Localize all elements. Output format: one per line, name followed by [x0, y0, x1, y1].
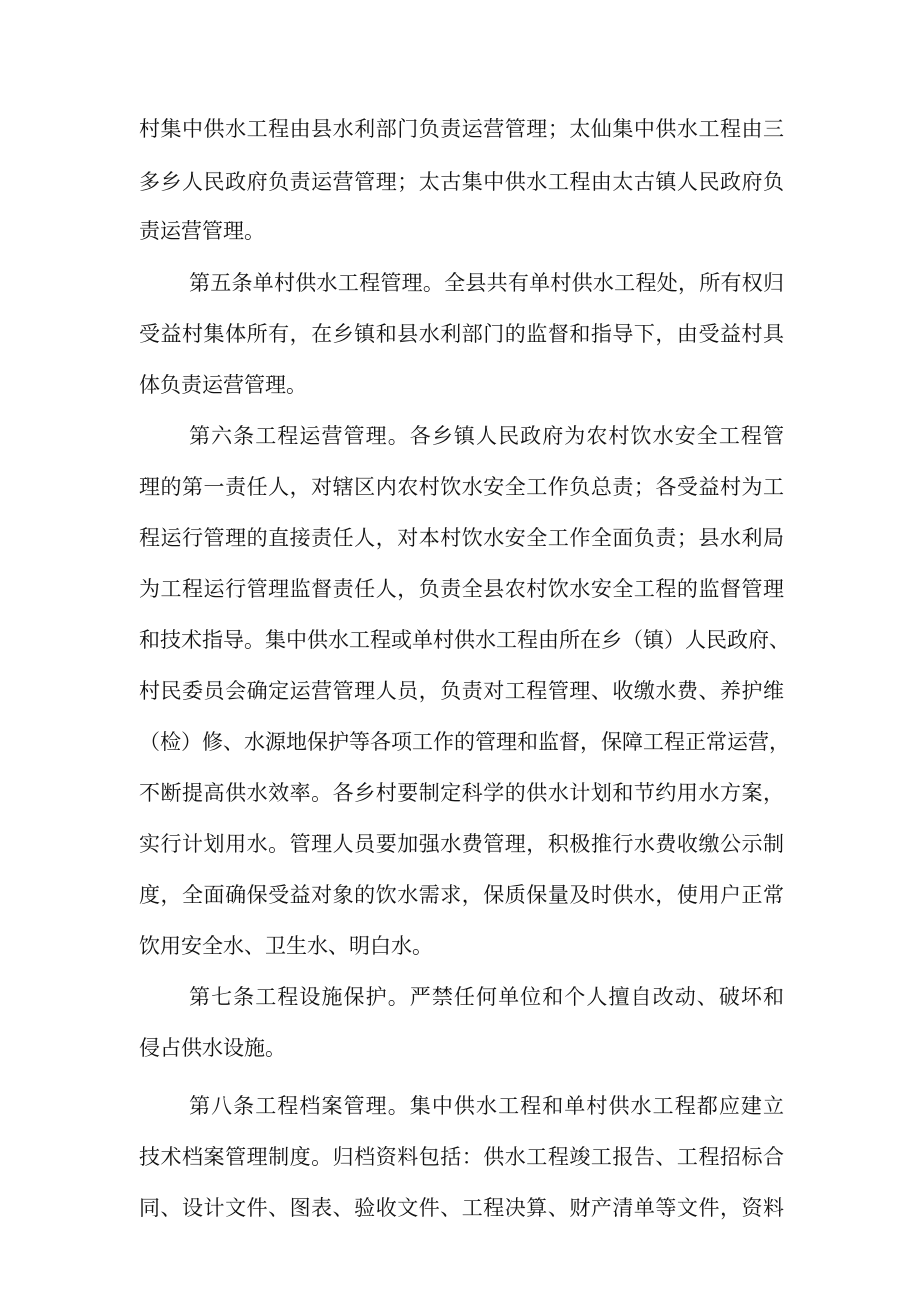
text-line: 侵占供水设施。	[139, 1036, 286, 1060]
text-line: 实行计划用水。管理人员要加强水费管理，积极推行水费收缴公示制	[139, 832, 784, 856]
text-line: 饮用安全水、卫生水、明白水。	[139, 934, 433, 958]
text-line: 第五条单村供水工程管理。全县共有单村供水工程处，所有权归	[189, 271, 784, 295]
text-line: 为工程运行管理监督责任人，负责全县农村饮水安全工程的监督管理	[139, 577, 784, 601]
text-line: 村民委员会确定运营管理人员，负责对工程管理、收缴水费、养护维	[139, 679, 784, 703]
text-line: 不断提高供水效率。各乡村要制定科学的供水计划和节约用水方案，	[139, 781, 784, 805]
text-line: 第七条工程设施保护。严禁任何单位和个人擅自改动、破坏和	[189, 985, 784, 1009]
text-line: 技术档案管理制度。归档资料包括：供水工程竣工报告、工程招标合	[139, 1145, 784, 1169]
text-line: （检）修、水源地保护等各项工作的管理和监督，保障工程正常运营，	[139, 730, 790, 754]
text-line: 第六条工程运营管理。各乡镇人民政府为农村饮水安全工程管	[189, 424, 784, 448]
text-line: 多乡人民政府负责运营管理；太古集中供水工程由太古镇人民政府负	[139, 170, 784, 194]
text-line: 同、设计文件、图表、验收文件、工程决算、财产清单等文件，资料	[139, 1196, 784, 1220]
text-line: 和技术指导。集中供水工程或单村供水工程由所在乡（镇）人民政府、	[139, 628, 790, 652]
text-line: 度，全面确保受益对象的饮水需求，保质保量及时供水，使用户正常	[139, 883, 784, 907]
text-line: 程运行管理的直接责任人，对本村饮水安全工作全面负责；县水利局	[139, 526, 784, 550]
text-line: 第八条工程档案管理。集中供水工程和单村供水工程都应建立	[189, 1094, 784, 1118]
text-line: 理的第一责任人，对辖区内农村饮水安全工作负总责；各受益村为工	[139, 475, 784, 499]
text-line: 责运营管理。	[139, 219, 265, 243]
text-line: 受益村集体所有，在乡镇和县水利部门的监督和指导下，由受益村具	[139, 322, 784, 346]
text-line: 体负责运营管理。	[139, 373, 307, 397]
text-line: 村集中供水工程由县水利部门负责运营管理；太仙集中供水工程由三	[139, 117, 784, 141]
